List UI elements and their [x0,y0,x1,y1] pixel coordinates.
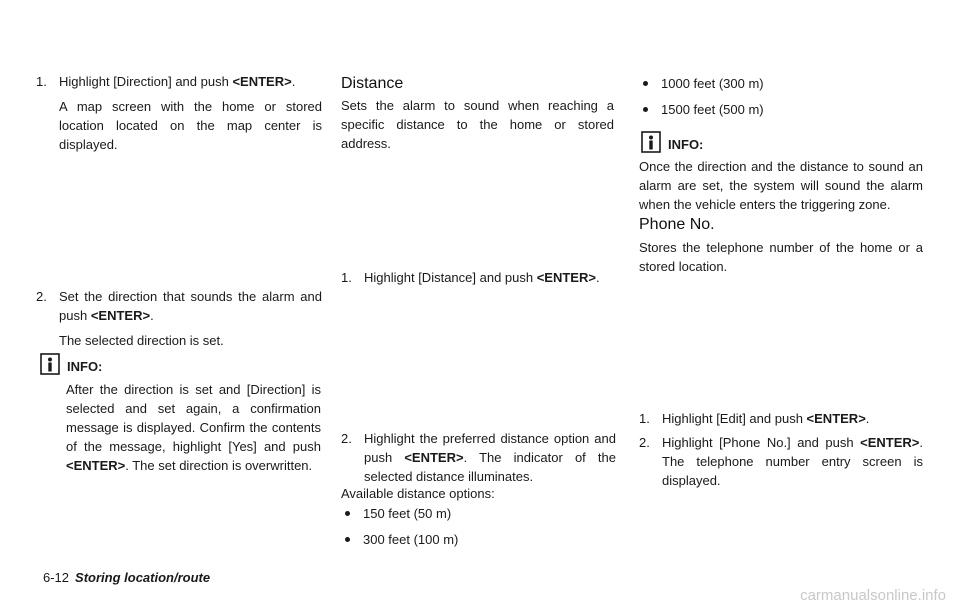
list-item: 1500 feet (500 m) [639,100,764,126]
distance-step-2: 2. Highlight the preferred distance option and push <ENTER>. The indicator of the selected distance illuminates. [341,431,616,484]
phone-no-heading: Phone No. [639,216,715,233]
bullet-icon [643,81,648,86]
list-item: 300 feet (100 m) [341,530,458,556]
info-label: INFO: [67,359,103,374]
step-number: 2. [639,435,650,450]
step-text: Set the direction that sounds the alarm and push [59,289,322,323]
step-number: 1. [639,411,650,426]
page-number: 6-12 [43,570,70,585]
info-icon [641,131,661,153]
phone-step-1: 1. Highlight [Edit] and push <ENTER>. [639,411,870,426]
enter-key-label: <ENTER> [66,458,126,473]
watermark: carmanualsonline.info [800,587,946,604]
enter-key-label: <ENTER> [90,308,151,323]
step-text: Highlight [Direction] and push [59,74,233,89]
list-item: 150 feet (50 m) [341,504,458,530]
step-text: Highlight [Phone No.] and push [662,435,861,450]
enter-key-label: <ENTER> [536,270,596,285]
enter-key-label: <ENTER> [232,74,292,89]
distance-intro: Sets the alarm to sound when reaching a specific distance to the home or stored address. [341,98,614,151]
step-text: Highlight the preferred distance option and push [364,431,616,465]
step-number: 2. [36,289,47,304]
step-number: 1. [341,270,352,285]
info-icon [40,353,60,375]
step-detail: A map screen with the home or stored location located on the map center is displayed. [59,99,322,152]
info-text: After the direction is set and [Direction] is selected and set again, a confirmation message is displayed. Confirm the contents of the message, highlight [Yes] and push <ENTER>. The set direction is overwritten. [66,382,321,473]
enter-key-label: <ENTER> [404,450,464,465]
page-footer [43,568,210,587]
phone-step-2: 2. Highlight [Phone No.] and push <ENTER>. The telephone number entry screen is displayed. [639,435,923,488]
step-text: Highlight [Distance] and push [364,270,537,285]
distance-options-list [341,504,458,556]
list-item: 1000 feet (300 m) [639,74,764,100]
direction-step-1: 1. Highlight [Direction] and push <ENTER>. A map screen with the home or stored location located on the map center is displayed. [36,74,322,152]
info-label: INFO: [668,137,704,152]
bullet-icon [345,537,350,542]
step-detail: The selected direction is set. [59,333,224,348]
options-label: Available distance options: [341,486,495,501]
bullet-icon [345,511,350,516]
enter-key-label: <ENTER> [860,435,920,450]
direction-step-2: 2. Set the direction that sounds the alarm and push <ENTER>. The selected direction is set. [36,289,322,348]
enter-key-label: <ENTER> [806,411,866,426]
info-text: Once the direction and the distance to sound an alarm are set, the system will sound the alarm when the vehicle enters the triggering zone. [639,159,923,212]
bullet-icon [643,107,648,112]
section-title: Storing location/route [75,570,211,585]
distance-heading: Distance [341,75,404,92]
step-number: 2. [341,431,352,446]
phone-no-intro: Stores the telephone number of the home or a stored location. [639,240,923,274]
step-number: 1. [36,74,47,89]
step-text: Highlight [Edit] and push [662,411,807,426]
distance-step-1: 1. Highlight [Distance] and push <ENTER>. [341,270,600,285]
distance-options-list-continued [639,74,764,126]
